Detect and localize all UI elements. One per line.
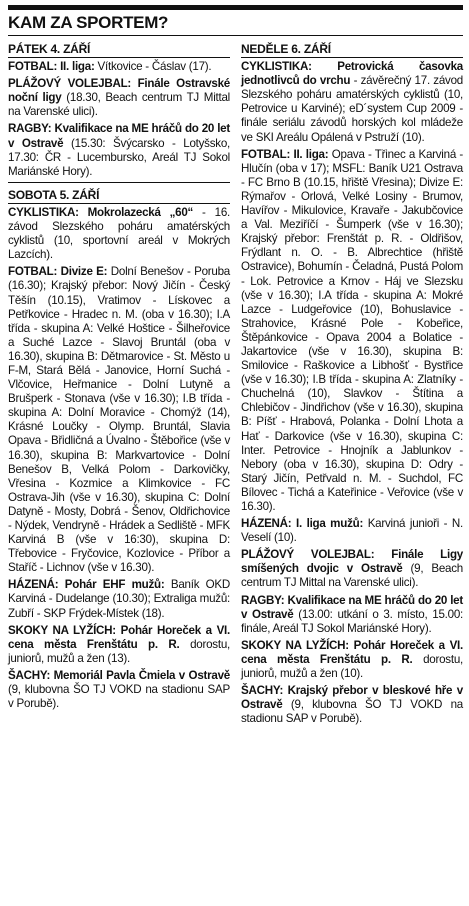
event-details: Vítkovice - Čáslav (17). xyxy=(94,60,212,74)
event-sport-heading: RAGBY: Kvalifikace na ME hráčů do 20 let v Ostravě xyxy=(241,593,463,621)
event-details: (15.30: Švýcarsko - Lotyšsko, 17.30: ČR - Lucembursko, Areál TJ Sokol Mariánské Hory). xyxy=(8,136,230,178)
divider xyxy=(8,182,230,183)
event-entry xyxy=(8,624,230,666)
event-sport-heading: ŠACHY: Memoriál Pavla Čmiela v Ostravě xyxy=(8,668,230,682)
title-rule xyxy=(8,35,463,36)
sunday-entries xyxy=(241,60,463,726)
event-details: Dolní Benešov - Poruba (16.30); Krajský přebor: Nový Jičín - Český Těšín (10.15), Vratimov - Lískovec a Petřkovice - Hradec n. M. (oba v 16.30); I.A třída - skupina A: Velké Hoštice - Šilheřovice a Suché Lazce - Slavoj Bruntál (oba v 16.30), skupina B: Dětmarovice - St. Město u F-M, Stará Bělá - Janovice, Horní Suchá - Vlčovice, Heřmanice - Dolní Lutyně a Brušperk - Stonava (vše v 16.30); I.B třída - skupina A: Dolní Moravice - Chomýž (14), Krásné Loučky - Olymp. Bruntál, Slavia Opava - Břidličná a Úvalno - Štěbořice (vše v 16.30), skupina B: Markvartovice - Dolní Benešov B, Velká Polom - Darkovičky, Vřesina - Kozmice a Klimkovice - FC Ostrava-Jih (vše v 16.30), skupina C: Dolní Datyně - Mosty, Dobrá - Šenov, Oldřichovice - Nýdek, Vendryně - Hrádek a Sedliště - MFK Karviná B (vše v 16:30), skupina D: Třebovice - Fryčovice, Kozlovice - Příbor a Staříč - Lichnov (vše v 16.30). xyxy=(8,265,230,575)
event-entry xyxy=(241,639,463,681)
left-column xyxy=(8,40,230,729)
event-sport-heading: HÁZENÁ: I. liga mužů: xyxy=(241,517,364,531)
event-entry xyxy=(8,206,230,262)
event-sport-heading: PLÁŽOVÝ VOLEJBAL: Finále Ligy smíšených dvojic v Ostravě xyxy=(241,548,463,576)
event-sport-heading: CYKLISTIKA: Mokrolazecká „60“ xyxy=(8,205,194,219)
event-entry xyxy=(241,517,463,545)
event-details: Karviná junioři - N. Veselí (10). xyxy=(241,517,463,545)
day-heading-sunday: NEDĚLE 6. ZÁŘÍ xyxy=(241,40,463,58)
event-details: Baník OKD Karviná - Dudelange (10.30); Extraliga mužů: Zubří - SKP Frýdek-Místek (18). xyxy=(8,578,230,620)
event-sport-heading: PLÁŽOVÝ VOLEJBAL: Finále Ostravské noční ligy xyxy=(8,77,230,105)
event-entry xyxy=(241,148,463,514)
day-heading-friday: PÁTEK 4. ZÁŘÍ xyxy=(8,40,230,58)
event-entry xyxy=(8,669,230,711)
event-entry xyxy=(241,684,463,726)
event-sport-heading: FOTBAL: Divize E: xyxy=(8,265,108,279)
event-details: (13.00: utkání o 3. místo, 15.00: finále, Areál TJ Sokol Mariánské Hory). xyxy=(241,607,464,635)
event-sport-heading: CYKLISTIKA: Petrovická časovka jednotlivců do vrchu xyxy=(241,60,463,88)
event-entry xyxy=(8,60,230,74)
event-sport-heading: HÁZENÁ: Pohár EHF mužů: xyxy=(8,578,165,592)
event-sport-heading: SKOKY NA LYŽÍCH: Pohár Horeček a VI. cena města Frenštátu p. R. xyxy=(8,623,230,651)
event-details: Opava - Třinec a Karviná - Hlučín (oba v 17); MSFL: Baník U21 Ostrava - FC Brno B (10.15, hřiště Vřesina); Divize E: Rýmařov - Orlová, Velké Losiny - Brumov, Havířov - Mikulovice, Kravaře - Jakubčovice a Val. Meziříčí - Šumperk (vše v 16.30); Krajský přebor: Frenštát p. R. - Oldřišov, Frýdlant n. O. - B. Albrechtice (hřiště Ostravice), Bohumín - Čeladná, Pustá Polom - Lok. Petrovice a Krnov - Háj ve Slezsku (vše v 16.30); I.A třída - skupina A: Mokré Lazce - Ludgeřovice (10), Bohuslavice - Strahovice, Krásné Pole - Kobeřice, Štěpánkovice - Opava 2004 a Bolatice - Jakartovice (vše v 16.30), skupina B: Smilovice - Raškovice a Libhošť - Bystřice (vše v 16.30); I.B třída - skupina A: Zlatníky - Chuchelná (10), Slavkov - Štítina a Chlebičov - Jindřichov (vše v 16.30), skupina B: Píšť - Hrabová, Polanka - Dolní Lhota a Hať - Darkovice (vše v 16.30), skupina C: Inter. Petrovice - Hnojník a Jablunkov - Nebory (oba v 16.30), skupina D: Odry - Starý Jičín, Petřvald n. M. - Suchdol, FC Bílovec - Tichá a Kateřinice - Veřovice (vše v 16.30). xyxy=(241,147,464,513)
event-details: (9, klubovna ŠO TJ VOKD na stadionu SAP v Porubě). xyxy=(8,683,230,711)
page-title: KAM ZA SPORTEM? xyxy=(8,5,463,35)
friday-entries xyxy=(8,60,230,179)
event-sport-heading: SKOKY NA LYŽÍCH: Pohár Horeček a VI. cena města Frenštátu p. R. xyxy=(241,638,463,666)
columns xyxy=(8,40,463,729)
event-entry xyxy=(8,265,230,575)
right-column xyxy=(241,40,463,729)
event-details: - 16. závod Slezského poháru amatérských cyklistů (10, sportovní areál v Mokrých Lazcích). xyxy=(8,205,230,262)
day-heading-saturday: SOBOTA 5. ZÁŘÍ xyxy=(8,186,230,204)
event-details: (18.30, Beach centrum TJ Mittal na Varenské ulici). xyxy=(8,91,230,119)
event-entry xyxy=(8,77,230,119)
event-sport-heading: ŠACHY: Krajský přebor v bleskové hře v Ostravě xyxy=(241,684,463,712)
event-sport-heading: RAGBY: Kvalifikace na ME hráčů do 20 let v Ostravě xyxy=(8,122,230,150)
event-entry xyxy=(241,594,463,636)
event-sport-heading: FOTBAL: II. liga: xyxy=(8,60,95,74)
saturday-entries xyxy=(8,206,230,711)
event-entry xyxy=(241,548,463,590)
event-entry xyxy=(241,60,463,145)
event-details: - závěrečný 17. závod Slezského poháru amatérských cyklistů (10, Petrovice u Karviné); eD´system Cup 2009 - finále seriálu závodů horských kol mládeže ve SKI Areálu Opálená v Pstruží (10). xyxy=(241,74,463,144)
event-details: dorostu, juniorů, mužů a žen (10). xyxy=(241,652,463,681)
event-entry xyxy=(8,122,230,178)
event-sport-heading: FOTBAL: II. liga: xyxy=(241,147,329,161)
event-details: (9, Beach centrum TJ Mittal na Varenské ulici). xyxy=(241,562,463,590)
event-details: dorostu, juniorů, mužů a žen (13). xyxy=(8,637,230,665)
event-details: (9, klubovna ŠO TJ VOKD na stadionu SAP v Porubě). xyxy=(241,698,463,726)
event-entry xyxy=(8,578,230,620)
